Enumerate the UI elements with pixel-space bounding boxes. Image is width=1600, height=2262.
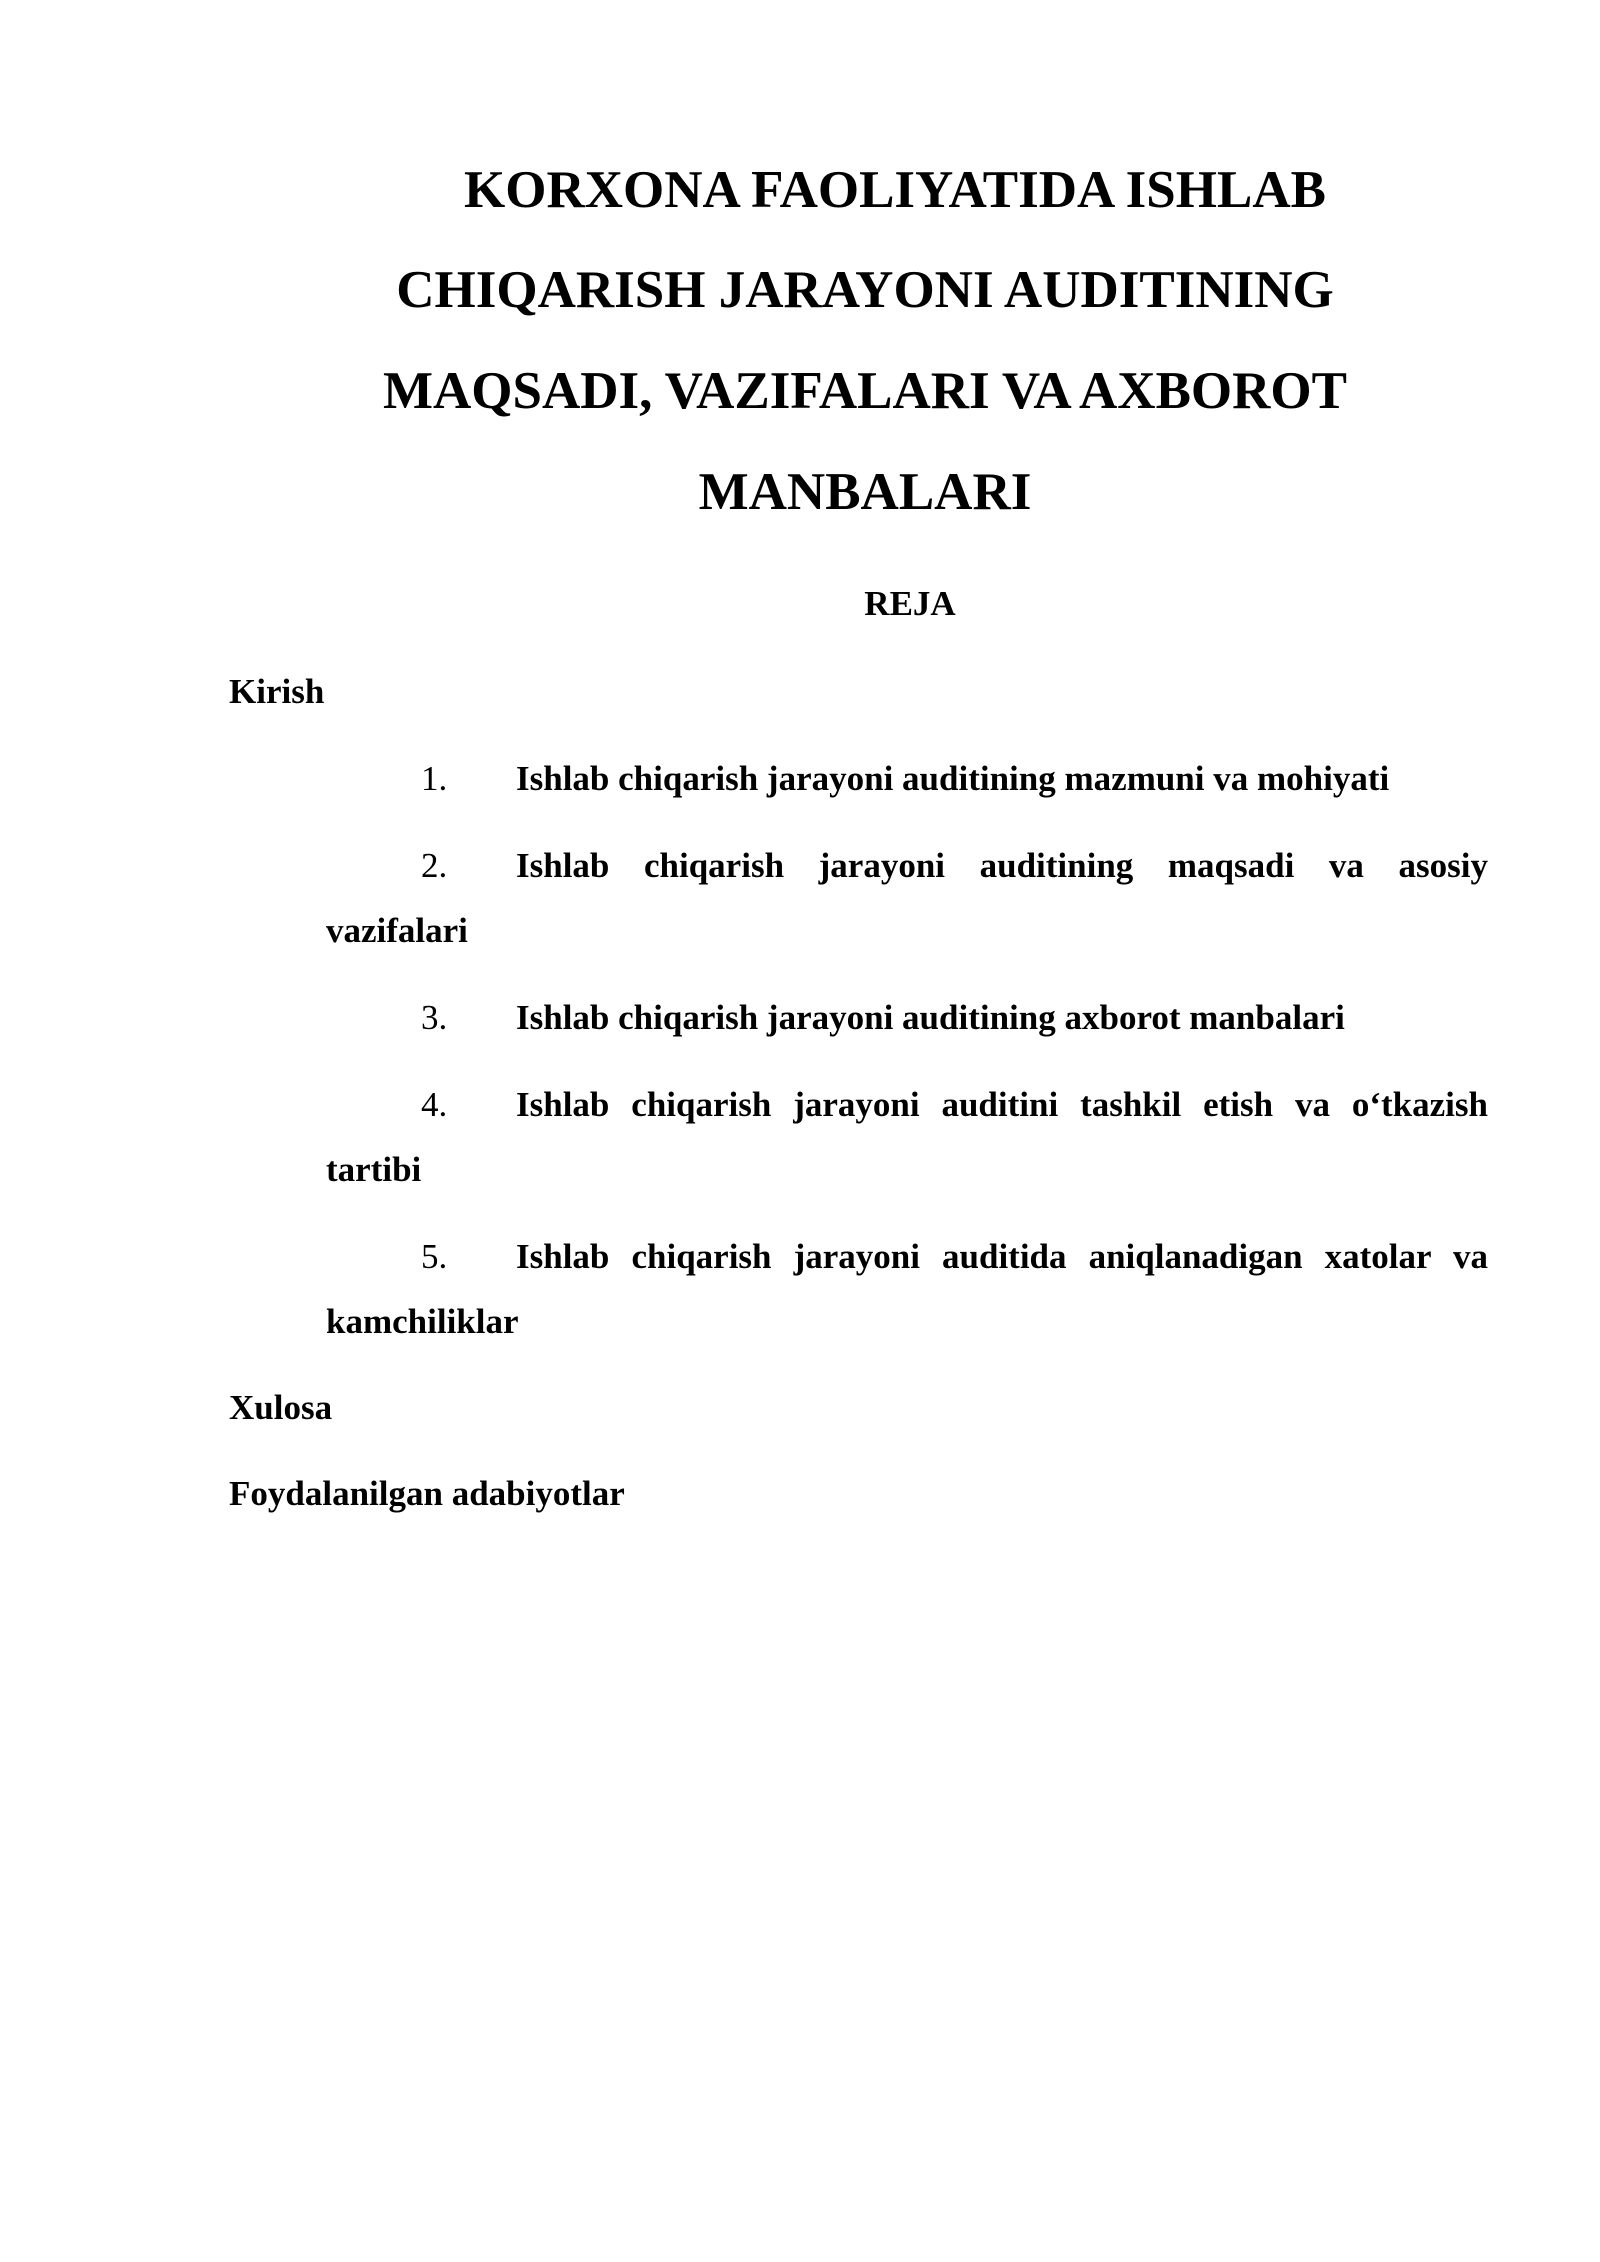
document-title-line-2: CHIQARISH JARAYONI AUDITINING <box>396 261 1334 319</box>
plan-item-text: Ishlab chiqarish jarayoni auditining maqsadi va asosiy <box>516 846 1488 885</box>
plan-heading: REJA <box>864 584 956 623</box>
plan-item-text: Ishlab chiqarish jarayoni auditining mazmuni va mohiyati <box>516 759 1390 798</box>
plan-item-continuation: kamchiliklar <box>326 1302 519 1341</box>
plan-item-text: Ishlab chiqarish jarayoni auditida aniqlanadigan xatolar va <box>516 1237 1488 1276</box>
plan-item-number: 3. <box>421 998 448 1037</box>
document-title-line-1: KORXONA FAOLIYATIDA ISHLAB <box>464 161 1326 219</box>
conclusion-label: Xulosa <box>229 1388 333 1427</box>
plan-item-text: Ishlab chiqarish jarayoni auditining axborot manbalari <box>516 998 1345 1037</box>
plan-item-number: 5. <box>421 1237 448 1276</box>
document-title-line-3: MAQSADI, VAZIFALARI VA AXBOROT <box>382 362 1348 420</box>
plan-item-continuation: vazifalari <box>326 911 468 950</box>
document-title-line-4: MANBALARI <box>698 463 1032 521</box>
plan-item-text: Ishlab chiqarish jarayoni auditini tashkil etish va o‘tkazish <box>516 1085 1488 1124</box>
plan-item-number: 4. <box>421 1085 448 1124</box>
plan-item-number: 1. <box>421 759 448 798</box>
references-label: Foydalanilgan adabiyotlar <box>229 1474 625 1513</box>
plan-item-continuation: tartibi <box>326 1150 422 1189</box>
intro-label: Kirish <box>229 672 325 711</box>
plan-item-number: 2. <box>421 846 448 885</box>
